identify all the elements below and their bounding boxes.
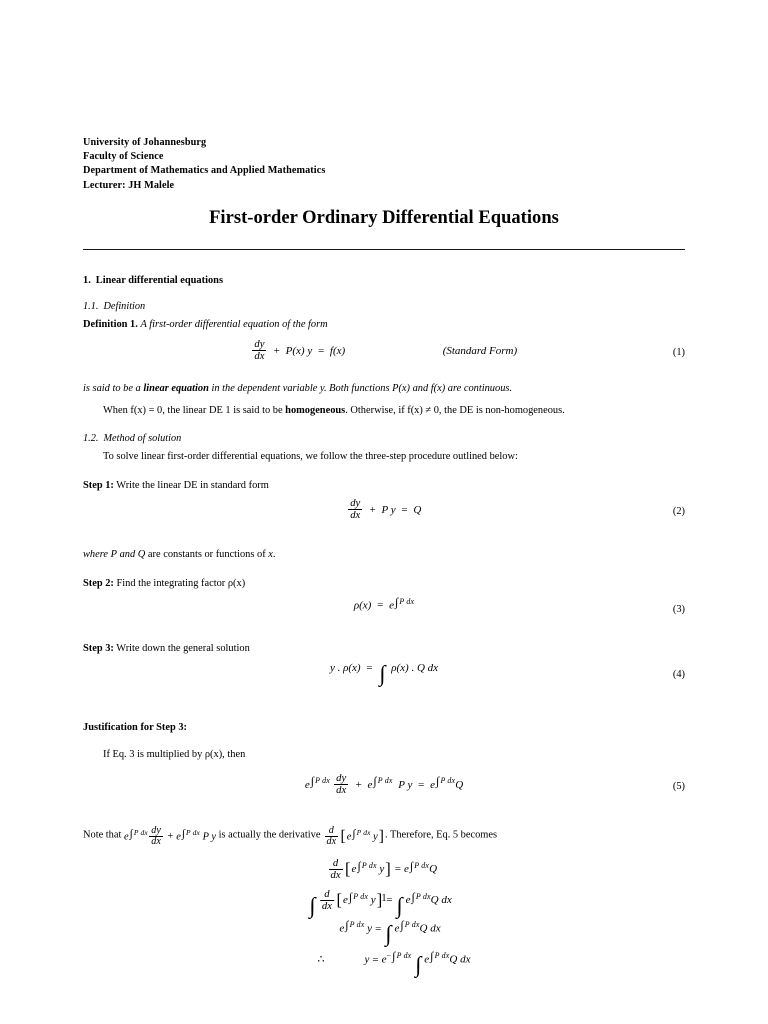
equation-3: $\rho(x) = e^{\int P dx}$	[353, 594, 415, 612]
equation-2-row	[83, 499, 685, 533]
subsection-1-2-heading	[83, 433, 685, 444]
equation-3-number: (3)	[672, 603, 685, 615]
equation-5: $e^{\int P dx}$ $\frac{dy}{dx}$ + $e^{\int P dx}$ P $y = e^{\int P dx}Q$	[304, 772, 464, 797]
equation-4: y . ρ(x) = ∫ ρ(x) . Q dx	[329, 660, 439, 686]
letterhead	[83, 136, 685, 193]
equation-1-note: (Standard Form)	[442, 345, 518, 358]
equation-4-number: (4)	[672, 668, 685, 680]
letterhead-faculty: Faculty of Science	[83, 151, 164, 163]
method-intro: To solve linear first-order differential equations, we follow the three-step procedure outlined below:	[103, 450, 518, 462]
homogeneous-paragraph: When f(x) = 0, the linear DE 1 is said to be homogeneous. Otherwise, if f(x) ≠ 0, the DE is non-homogeneous.	[103, 404, 565, 416]
step-3-label: Step 3:	[83, 642, 114, 654]
subsection-1-1-number: 1.1.	[83, 300, 99, 312]
letterhead-university: University of Johannesburg	[83, 137, 207, 148]
equation-1	[83, 340, 685, 363]
step-3-text: Write down the general solution	[113, 642, 250, 654]
page-title: First-order Ordinary Differential Equations	[209, 207, 559, 228]
derivation-chain	[83, 858, 685, 982]
step-2	[83, 578, 685, 589]
step-1-label: Step 1:	[83, 479, 114, 491]
equation-2-number: (2)	[672, 505, 685, 517]
equation-2-rhs: Q	[413, 503, 422, 516]
title-divider	[83, 249, 685, 250]
equation-3-lhs: ρ(x)	[353, 599, 372, 612]
justification-intro: If Eq. 3 is multiplied by ρ(x), then	[103, 748, 246, 760]
derivation-line-3: $e^{\int P dx}$ y = ∫ $e^{\int P dx}Q$ dx	[339, 918, 441, 947]
subsection-1-1-heading	[83, 301, 685, 312]
section-1-title: Linear differential equations	[95, 274, 223, 286]
after-equation-1-text: is said to be a linear equation in the dependent variable y. Both functions P(x) and f(x) are continuous.	[83, 382, 513, 394]
equation-5-row	[83, 774, 685, 808]
equation-5-derivative: $\frac{dy}{dx}$	[336, 772, 347, 797]
equation-2-term: P y	[381, 503, 396, 516]
equation-1-number: (1)	[672, 346, 685, 358]
after-equation-2-text: where P and Q are constants or functions of x.	[83, 548, 276, 560]
step-2-label: Step 2:	[83, 577, 114, 589]
step-3	[83, 643, 685, 654]
letterhead-department: Department of Mathematics and Applied Mathematics	[83, 165, 326, 177]
equation-4-lhs: y . ρ(x)	[329, 662, 361, 675]
section-1-heading	[83, 275, 685, 286]
document-content	[83, 136, 685, 982]
derivation-line-2: ∫ $\frac{d}{dx}$ [$e^{\int P dx}$ y] = ∫ $e^{\int P dx}Q$ dx	[309, 887, 452, 918]
equation-1-equals: =	[317, 344, 325, 357]
step-1	[83, 480, 685, 491]
equation-1-term: P(x) y	[285, 344, 313, 357]
equation-1-derivative: $\frac{dy}{dx}$	[254, 338, 265, 363]
derivation-line-4: ∴ $y = e^{-\int P dx}$ ∫ $e^{\int P dx}Q$ dx	[317, 949, 471, 978]
subsection-1-2-number: 1.2.	[83, 432, 99, 444]
therefore-icon: ∴	[317, 953, 325, 966]
equation-3-row	[83, 594, 685, 627]
subsection-1-1-title: Definition	[103, 300, 146, 312]
equation-1-plus: +	[273, 344, 280, 357]
derivation-line-1: $\frac{d}{dx}$ [$e^{\int P dx}$ $y] = e^{\int P dx}Q$	[330, 856, 438, 881]
justification-heading: Justification for Step 3:	[83, 721, 187, 733]
equation-3-exponent: ∫P dx	[394, 594, 415, 609]
step-2-text: Find the integrating factor ρ(x)	[113, 577, 246, 589]
page-number: 1	[381, 893, 387, 904]
equation-3-base: e	[389, 599, 394, 612]
equation-5-number: (5)	[672, 780, 685, 792]
equation-2-derivative: $\frac{dy}{dx}$	[350, 497, 361, 522]
definition-1-text: A first-order differential equation of the form	[140, 318, 328, 330]
equation-2: $\frac{dy}{dx}$ + P y = Q	[350, 497, 422, 522]
equation-1-row	[83, 340, 685, 374]
definition-1-label: Definition 1.	[83, 318, 138, 330]
subsection-1-2-title: Method of solution	[103, 432, 182, 444]
letterhead-lecturer: Lecturer: JH Malele	[83, 179, 175, 191]
section-1-number: 1.	[83, 274, 91, 286]
equation-4-integrand: ρ(x) . Q dx	[391, 662, 439, 675]
equation-1-rhs: f(x)	[329, 344, 346, 357]
equation-5-rhs: Q	[455, 778, 464, 791]
step-1-text: Write the linear DE in standard form	[113, 479, 269, 491]
definition-1	[83, 317, 685, 332]
equation-5-term: P y	[398, 778, 413, 791]
equation-4-row	[83, 662, 685, 696]
note-line: Note that $e^{\int P dx}$ $\frac{dy}{dx}$ + $e^{\int P dx}$ P y is actually the derivative $\frac{d}{dx}$ [$e^{\int P dx}$ y]. Therefore, Eq. 5 becomes	[83, 824, 498, 847]
